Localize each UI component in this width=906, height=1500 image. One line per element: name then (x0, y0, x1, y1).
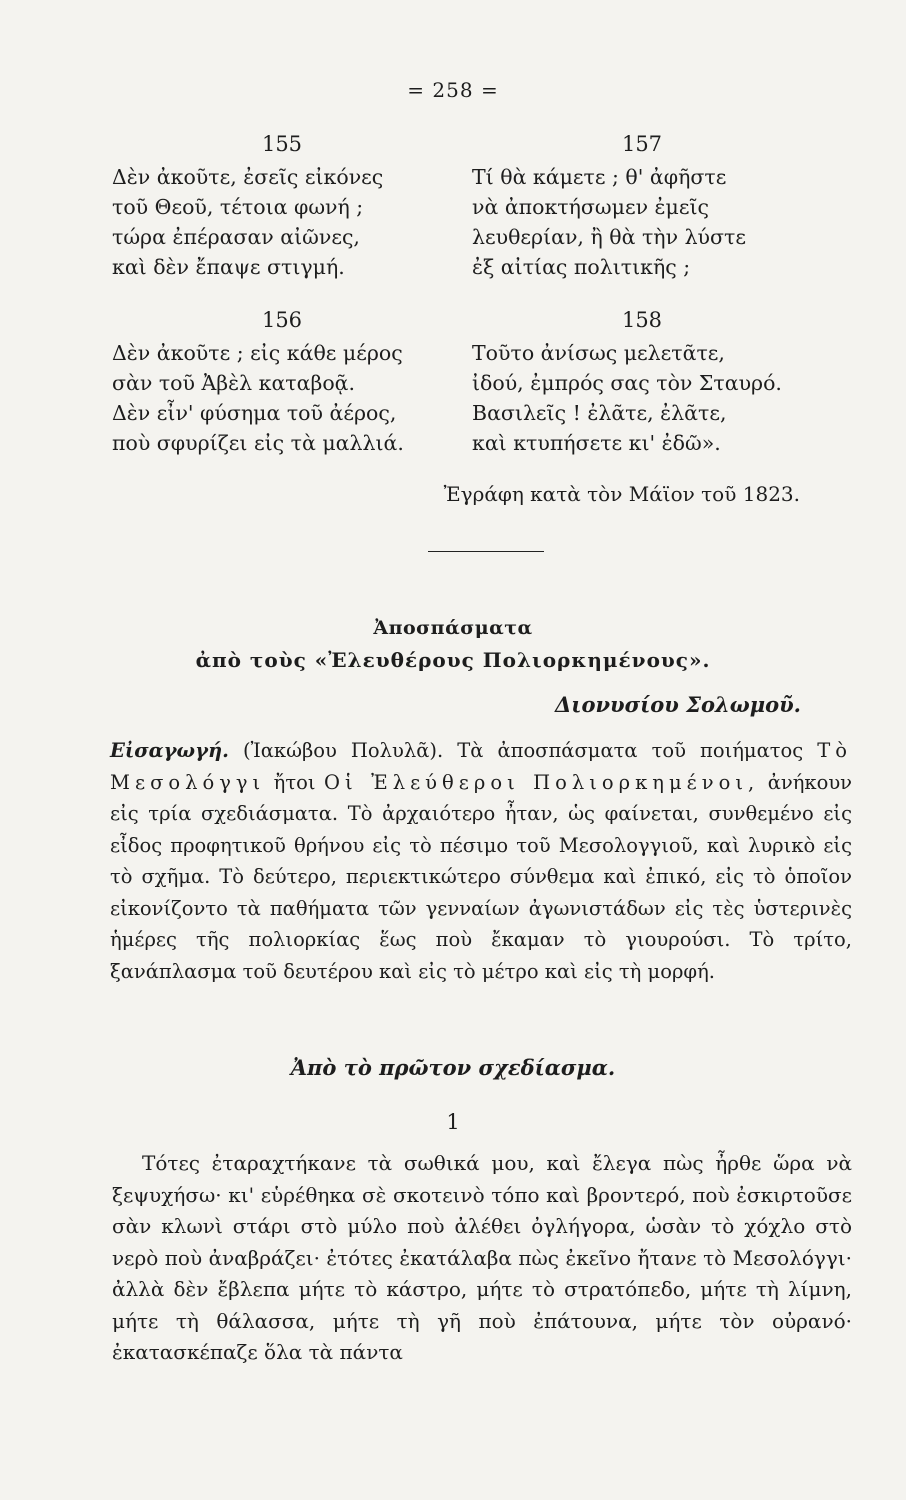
introduction-paragraph (110, 735, 852, 987)
verse-line: ἰδού, ἐμπρός σας τὸν Σταυρό. (472, 371, 782, 395)
verse-line: Τί θὰ κάμετε ; θ' ἀφῆστε (472, 165, 727, 189)
stanza-155 (112, 126, 452, 282)
verse-line: ποὺ σφυρίζει εἰς τὰ μαλλιά. (112, 431, 404, 455)
section-title: Ἀποσπάσματα (373, 617, 533, 639)
intro-lead: Εἰσαγωγή. (110, 739, 229, 762)
intro-text: ἀνήκουν εἰς τρία σχεδιάσματα. Τὸ ἀρχαιότερο ἦταν, ὡς φαίνεται, συνθεμένο εἰς εἶδος προφητικοῦ θρήνου εἰς τὸ πέσιμο τοῦ Μεσολογγιοῦ, καὶ λυρικὸ εἰς τὸ σχῆμα. Τὸ δεύτερο, περιεκτικώτερο σύνθεμα καὶ ἐπικό, εἰς τὸ ὁποῖον εἰκονίζοντο τὰ παθήματα τῶν γενναίων ἀγωνιστάδων εἰς τὲς ὑστερινὲς ἡμέρες τῆς πολιορκίας ἕως ποὺ ἔκαμαν τὸ γιουρούσι. Τὸ τρίτο, ξανάπλασμα τοῦ δευτέρου καὶ εἰς τὸ μέτρο καὶ εἰς τὴ μορφή. (110, 770, 853, 983)
draft-heading: Ἀπὸ τὸ πρῶτον σχεδίασμα. (290, 1055, 616, 1080)
verse-line: καὶ δὲν ἔπαψε στιγμή. (112, 255, 345, 279)
section-subtitle: ἀπὸ τοὺς «Ἐλευθέρους Πολιορκημένους». (195, 648, 711, 672)
work-title: Οἱ Ἐλεύθεροι Πολιορκημένοι, (323, 770, 760, 794)
work-title: Τὸ Μεσολόγγι (110, 739, 852, 794)
verse-line: τοῦ Θεοῦ, τέτοια φωνή ; (112, 195, 364, 219)
verse-line: ἐξ αἰτίας πολιτικῆς ; (472, 255, 691, 279)
draft-paragraph: Τότες ἐταραχτήκανε τὰ σωθικά μου, καὶ ἔλεγα πὼς ἦρθε ὥρα νὰ ξεψυχήσω· κι' εὑρέθηκα σὲ σκοτεινὸ τόπο καὶ βροντερό, ποὺ ἐσκιρτοῦσε σὰν κλωνὶ στάρι στὸ μύλο ποὺ ἀλέθει ὀγλήγορα, ὡσὰν τὸ χόχλο στὸ νερὸ ποὺ ἀναβράζει· ἐτότες ἐκατάλαβα πὼς ἐκεῖνο ἤτανε τὸ Μεσολόγγι· ἀλλὰ δὲν ἔβλεπα μήτε τὸ κάστρο, μήτε τὸ στρατόπεδο, μήτε τὴ λίμνη, μήτε τὴ θάλασσα, μήτε τὴ γῆ ποὺ ἐπάτουνα, μήτε τὸν οὐρανό· ἐκατασκέπαζε ὅλα τὰ πάντα (112, 1151, 852, 1364)
intro-text: ἤτοι (273, 770, 316, 794)
draft-number: 1 (446, 1110, 460, 1134)
verse-line: Δὲν εἶν' φύσημα τοῦ ἀέρος, (112, 401, 397, 425)
verse-line: νὰ ἀποκτήσωμεν ἐμεῖς (472, 195, 710, 219)
stanza-156 (112, 302, 452, 458)
date-line: Ἐγράφη κατὰ τὸν Μάϊον τοῦ 1823. (443, 482, 800, 506)
stanza-number: 158 (621, 308, 663, 332)
verse-line: Δὲν ἀκοῦτε ; εἰς κάθε μέρος (112, 341, 403, 365)
stanza-158 (472, 302, 812, 458)
stanza-number: 155 (261, 132, 303, 156)
verse-line: λευθερίαν, ἢ θὰ τὴν λύστε (472, 225, 746, 249)
author-name: Διονυσίου Σολωμοῦ. (555, 692, 801, 717)
stanza-number: 156 (261, 308, 303, 332)
intro-attribution: (Ἰακώβου Πολυλᾶ). (243, 739, 444, 762)
intro-text: Τὰ ἀποσπάσματα τοῦ ποιήματος (457, 739, 804, 762)
section-divider (428, 551, 544, 552)
verse-line: Δὲν ἀκοῦτε, ἐσεῖς εἰκόνες (112, 165, 384, 189)
page-number: = 258 = (407, 78, 499, 102)
verse-line: καὶ κτυπήσετε κι' ἐδῶ». (472, 431, 721, 455)
verse-line: Βασιλεῖς ! ἐλᾶτε, ἐλᾶτε, (472, 401, 727, 425)
stanza-157 (472, 126, 812, 282)
verse-line: τώρα ἐπέρασαν αἰῶνες, (112, 225, 360, 249)
verse-line: σὰν τοῦ Ἀβὲλ καταβοᾷ. (112, 371, 356, 395)
stanza-number: 157 (621, 132, 663, 156)
verse-line: Τοῦτο ἀνίσως μελετᾶτε, (472, 341, 725, 365)
